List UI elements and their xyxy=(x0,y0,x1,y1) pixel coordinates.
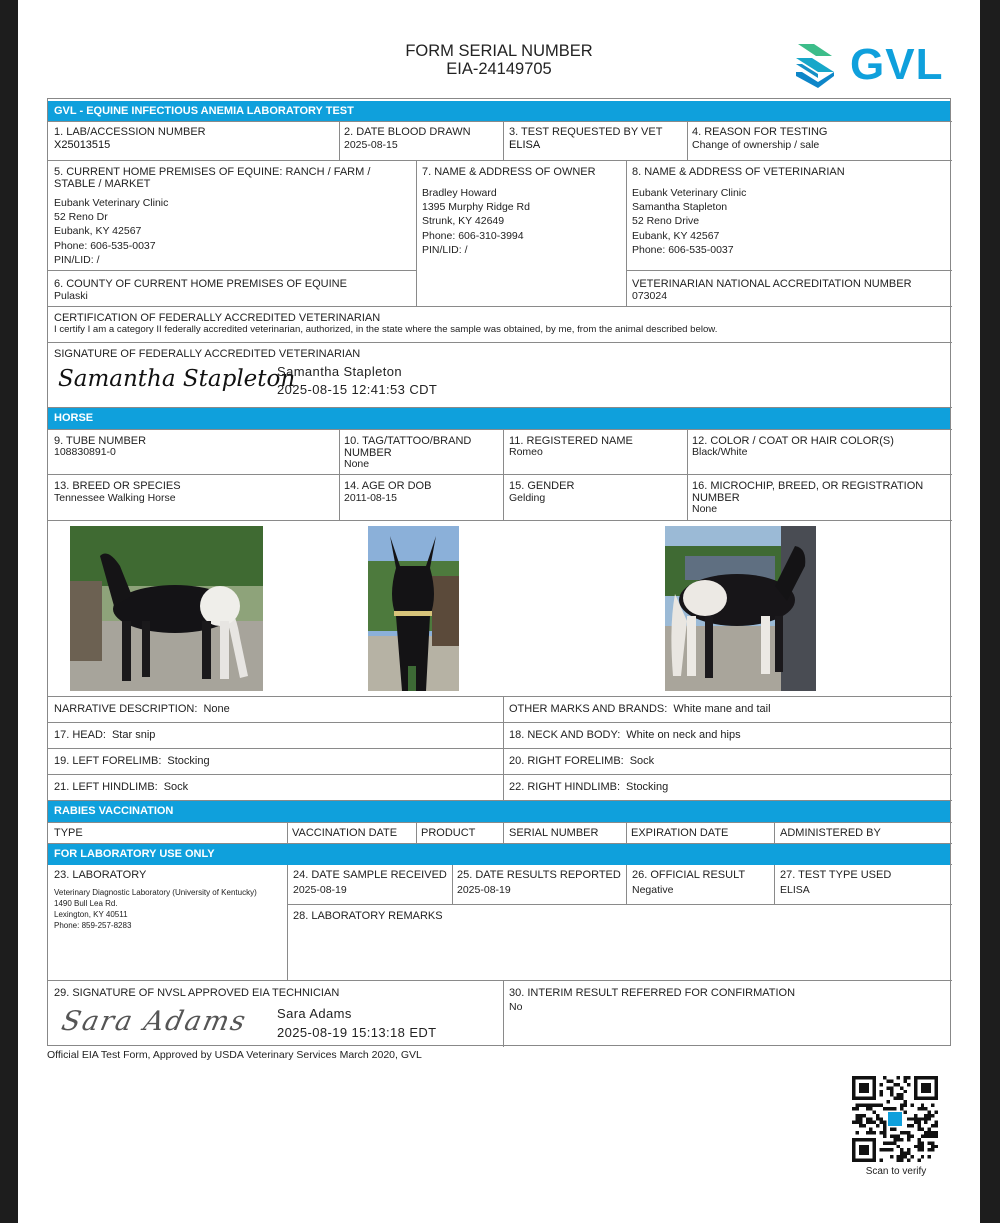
lab-remarks-label: 28. LABORATORY REMARKS xyxy=(293,910,443,922)
eia-form xyxy=(47,98,951,1046)
left-hindlimb-field: 21. LEFT HINDLIMB: Sock xyxy=(54,781,189,793)
reason-value: Change of ownership / sale xyxy=(692,139,820,151)
head-field: 17. HEAD: Star snip xyxy=(54,729,156,741)
rabies-col-expiration-date: EXPIRATION DATE xyxy=(631,827,729,839)
date-received-value: 2025-08-19 xyxy=(293,884,347,896)
date-reported-label: 25. DATE RESULTS REPORTED xyxy=(457,869,621,881)
rabies-col-serial-number: SERIAL NUMBER xyxy=(509,827,599,839)
certification-label: CERTIFICATION OF FEDERALLY ACCREDITED VETERINARIAN xyxy=(54,312,381,324)
vet-signature-label: SIGNATURE OF FEDERALLY ACCREDITED VETERINARIAN xyxy=(54,348,361,360)
test-type-label: 27. TEST TYPE USED xyxy=(780,869,892,881)
horse-photo-right-side xyxy=(665,526,816,691)
technician-signature-name: Sara Adams xyxy=(277,1006,352,1021)
section-test-band: GVL - EQUINE INFECTIOUS ANEMIA LABORATORY TEST xyxy=(48,101,950,122)
lab-accession-value: X25013515 xyxy=(54,139,111,151)
horse-band: HORSE xyxy=(48,408,950,429)
date-received-label: 24. DATE SAMPLE RECEIVED xyxy=(293,869,447,881)
date-blood-drawn-label: 2. DATE BLOOD DRAWN xyxy=(344,126,471,138)
reason-label: 4. REASON FOR TESTING xyxy=(692,126,828,138)
premises-label: 5. CURRENT HOME PREMISES OF EQUINE: RANCH / FARM / STABLE / MARKET xyxy=(54,166,371,190)
left-forelimb-field: 19. LEFT FORELIMB: Stocking xyxy=(54,755,210,767)
lab-band: FOR LABORATORY USE ONLY xyxy=(48,844,950,865)
technician-signature-script: Sara Adams xyxy=(58,1006,250,1037)
breed-label: 13. BREED OR SPECIES xyxy=(54,480,181,492)
laboratory-label: 23. LABORATORY xyxy=(54,869,147,881)
color-value: Black/White xyxy=(692,446,748,458)
interim-result-label: 30. INTERIM RESULT REFERRED FOR CONFIRMATION xyxy=(509,987,796,999)
vet-signature-timestamp: 2025-08-15 12:41:53 CDT xyxy=(277,382,438,397)
vet-signature-name: Samantha Stapleton xyxy=(277,364,403,379)
tube-number-value: 108830891-0 xyxy=(54,446,116,458)
county-value: Pulaski xyxy=(54,290,88,302)
tag-value: None xyxy=(344,458,370,470)
rabies-band: RABIES VACCINATION xyxy=(48,801,950,822)
rabies-col-administered-by: ADMINISTERED BY xyxy=(780,827,881,839)
veterinarian-address: Eubank Veterinary Clinic Samantha Stapleton 52 Reno Drive Eubank, KY 42567 Phone: 606-535-0037 xyxy=(632,187,747,256)
microchip-label: 16. MICROCHIP, BREED, OR REGISTRATION NUMBER xyxy=(692,480,924,504)
gender-label: 15. GENDER xyxy=(509,480,575,492)
form-page xyxy=(18,0,980,1223)
rabies-col-type: TYPE xyxy=(54,827,83,839)
laboratory-address: Veterinary Diagnostic Laboratory (University of Kentucky) 1490 Bull Lea Rd. Lexington, KY 40511 Phone: 859-257-8283 xyxy=(54,888,257,930)
other-marks-field: OTHER MARKS AND BRANDS: White mane and tail xyxy=(509,703,771,715)
test-type-value: ELISA xyxy=(780,884,810,896)
registered-name-label: 11. REGISTERED NAME xyxy=(509,435,633,447)
gender-value: Gelding xyxy=(509,492,546,504)
footer-note: Official EIA Test Form, Approved by USDA Veterinary Services March 2020, GVL xyxy=(47,1049,422,1061)
gvl-logo-icon xyxy=(794,42,836,90)
accreditation-label: VETERINARIAN NATIONAL ACCREDITATION NUMBER xyxy=(632,278,912,290)
tube-number-label: 9. TUBE NUMBER xyxy=(54,435,147,447)
accreditation-value: 073024 xyxy=(632,290,668,302)
form-title: FORM SERIAL NUMBER xyxy=(405,42,593,60)
date-blood-drawn-value: 2025-08-15 xyxy=(344,139,398,151)
color-label: 12. COLOR / COAT OR HAIR COLOR(S) xyxy=(692,435,894,447)
gvl-logo-text: GVL xyxy=(850,40,944,89)
technician-signature-timestamp: 2025-08-19 15:13:18 EDT xyxy=(277,1025,437,1040)
certification-text: I certify I am a category II federally accredited veterinarian, authorized, in the state where the sample was obtained, by me, from the animal described below. xyxy=(54,324,718,335)
interim-result-value: No xyxy=(509,1001,523,1013)
vet-signature-script: Samantha Stapleton xyxy=(58,366,296,392)
neck-body-field: 18. NECK AND BODY: White on neck and hips xyxy=(509,729,741,741)
rabies-col-vaccination-date: VACCINATION DATE xyxy=(292,827,398,839)
veterinarian-label: 8. NAME & ADDRESS OF VETERINARIAN xyxy=(632,166,845,178)
age-value: 2011-08-15 xyxy=(344,492,397,504)
registered-name-value: Romeo xyxy=(509,446,543,458)
horse-photo-front xyxy=(368,526,459,691)
official-result-value: Negative xyxy=(632,884,674,896)
verification-qr-code[interactable] xyxy=(852,1076,938,1162)
right-forelimb-field: 20. RIGHT FORELIMB: Sock xyxy=(509,755,655,767)
county-label: 6. COUNTY OF CURRENT HOME PREMISES OF EQUINE xyxy=(54,278,347,290)
owner-label: 7. NAME & ADDRESS OF OWNER xyxy=(422,166,596,178)
qr-caption: Scan to verify xyxy=(865,1166,927,1177)
technician-signature-label: 29. SIGNATURE OF NVSL APPROVED EIA TECHNICIAN xyxy=(54,987,340,999)
horse-photo-left-side xyxy=(70,526,263,691)
form-serial-number: EIA-24149705 xyxy=(446,60,552,78)
premises-address: Eubank Veterinary Clinic 52 Reno Dr Eubank, KY 42567 Phone: 606-535-0037 PIN/LID: / xyxy=(54,197,169,266)
official-result-label: 26. OFFICIAL RESULT xyxy=(632,869,746,881)
date-reported-value: 2025-08-19 xyxy=(457,884,511,896)
narrative-field: NARRATIVE DESCRIPTION: None xyxy=(54,703,230,715)
owner-address: Bradley Howard 1395 Murphy Ridge Rd Strunk, KY 42649 Phone: 606-310-3994 PIN/LID: / xyxy=(422,187,530,256)
lab-accession-label: 1. LAB/ACCESSION NUMBER xyxy=(54,126,206,138)
age-label: 14. AGE OR DOB xyxy=(344,480,432,492)
rabies-col-product: PRODUCT xyxy=(421,827,476,839)
right-hindlimb-field: 22. RIGHT HINDLIMB: Stocking xyxy=(509,781,669,793)
tag-label: 10. TAG/TATTOO/BRAND NUMBER xyxy=(344,435,472,459)
breed-value: Tennessee Walking Horse xyxy=(54,492,176,504)
test-requested-value: ELISA xyxy=(509,139,541,151)
test-requested-label: 3. TEST REQUESTED BY VET xyxy=(509,126,663,138)
microchip-value: None xyxy=(692,503,718,515)
